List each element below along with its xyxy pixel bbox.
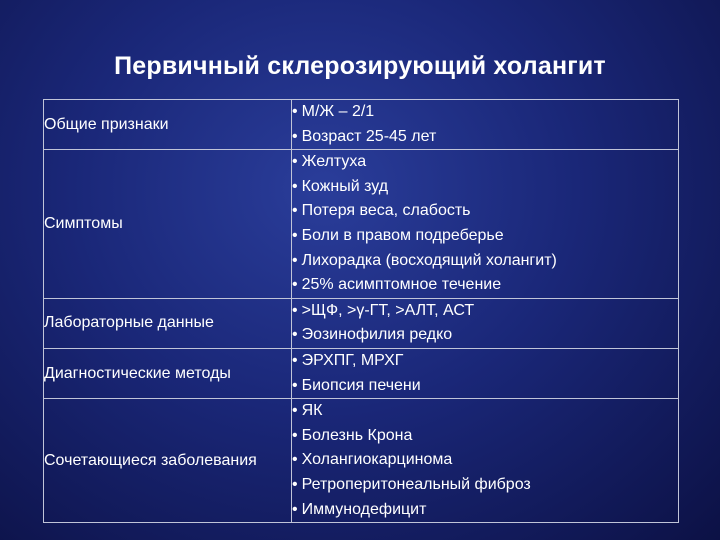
list-item: • Возраст 25-45 лет [292, 127, 437, 145]
list-item: • Ретроперитонеальный фиброз [292, 475, 531, 493]
bullet-icon: • [292, 475, 298, 493]
list-item: • Холангиокарцинома [292, 451, 453, 469]
row-items [292, 348, 679, 398]
table-row [44, 399, 679, 523]
table-row [44, 298, 679, 348]
bullet-icon: • [292, 276, 298, 294]
bullet-icon: • [292, 202, 298, 220]
bullet-icon: • [292, 426, 298, 444]
bullet-icon: • [292, 103, 298, 120]
bullet-icon: • [292, 376, 298, 394]
list-item: • Иммунодефицит [292, 500, 427, 518]
row-label: Лабораторные данные [44, 298, 292, 348]
row-items [292, 298, 679, 348]
bullet-icon: • [292, 177, 298, 195]
row-items [292, 100, 679, 150]
bullet-icon: • [292, 251, 298, 269]
bullet-icon: • [292, 153, 298, 171]
list-item: • >ЩФ, >γ-ГТ, >АЛТ, АСТ [292, 301, 475, 319]
table-row [44, 100, 679, 150]
bullet-icon: • [292, 351, 298, 369]
row-label: Симптомы [44, 150, 292, 299]
list-item: • Лихорадка (восходящий холангит) [292, 251, 557, 269]
table-row [44, 150, 679, 299]
bullet-icon: • [292, 402, 298, 420]
row-label: Сочетающиеся заболевания [44, 399, 292, 523]
list-item: • Потеря веса, слабость [292, 202, 471, 220]
bullet-icon: • [292, 127, 298, 145]
row-label: Общие признаки [44, 100, 292, 150]
list-item: • Кожный зуд [292, 177, 389, 195]
list-item: • ЯК [292, 402, 323, 420]
table-row [44, 348, 679, 398]
bullet-icon: • [292, 301, 298, 319]
list-item: • Боли в правом подреберье [292, 226, 504, 244]
list-item: • Биопсия печени [292, 376, 421, 394]
list-item: • Болезнь Крона [292, 426, 413, 444]
slide-title: Первичный склерозирующий холангит [114, 52, 606, 80]
list-item: • ЭРХПГ, МРХГ [292, 351, 404, 369]
row-items [292, 399, 679, 523]
bullet-icon: • [292, 451, 298, 469]
list-item: • 25% асимптомное течение [292, 276, 502, 294]
row-items [292, 150, 679, 299]
list-item: • Желтуха [292, 153, 367, 171]
bullet-icon: • [292, 326, 298, 344]
list-item: • Эозинофилия редко [292, 326, 453, 344]
row-label: Диагностические методы [44, 348, 292, 398]
list-item: • М/Ж – 2/1 [292, 103, 375, 120]
bullet-icon: • [292, 500, 298, 518]
bullet-icon: • [292, 226, 298, 244]
info-table [43, 99, 679, 523]
